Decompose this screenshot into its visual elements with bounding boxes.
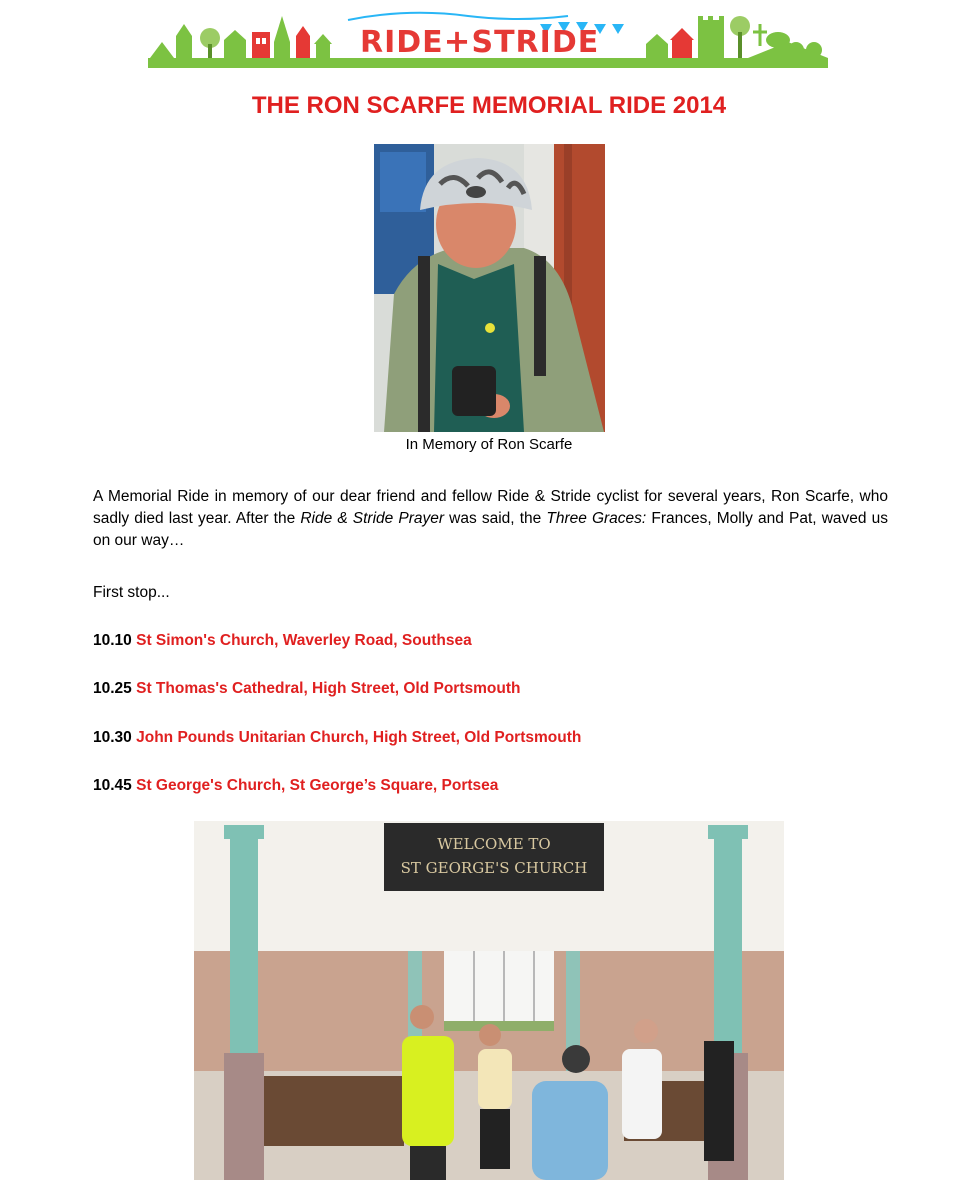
intro-text-c: Frances, Molly and Pat, waved us on our way…: [93, 510, 888, 549]
banner-word-ride: RIDE: [360, 25, 444, 60]
stop-item: [93, 632, 472, 650]
banner-plus: +: [443, 22, 472, 60]
stop-time: 10.30: [93, 729, 132, 746]
first-stop-label: First stop...: [93, 584, 170, 601]
intro-paragraph: [93, 486, 888, 552]
stop-item: [93, 777, 498, 795]
intro-italic-graces: Three Graces:: [546, 510, 647, 527]
photo-caption: In Memory of Ron Scarfe: [405, 436, 573, 453]
stop-time: 10.25: [93, 680, 132, 697]
stop-item: [93, 729, 581, 747]
banner-word-stride: STRIDE: [471, 25, 600, 60]
stop-time: 10.45: [93, 777, 132, 794]
ride-stride-banner: [148, 6, 828, 72]
stop-place: St Simon's Church, Waverley Road, Southsea: [136, 632, 472, 649]
stop-place: St Thomas's Cathedral, High Street, Old Portsmouth: [136, 680, 521, 697]
banner-wordmark: [360, 22, 599, 60]
intro-italic-prayer: Ride & Stride Prayer: [300, 510, 445, 527]
page-title: THE RON SCARFE MEMORIAL RIDE 2014: [251, 92, 727, 119]
stop-item: [93, 680, 520, 698]
stop-place: John Pounds Unitarian Church, High Street, Old Portsmouth: [136, 729, 582, 746]
stop-place: St George's Church, St George’s Square, Portsea: [136, 777, 499, 794]
intro-text-a: A Memorial Ride in memory of our dear friend and fellow Ride & Stride cyclist for several years, Ron Scarfe, who sadly died last year. After the: [93, 488, 888, 527]
sign-line-2: ST GEORGE'S CHURCH: [400, 859, 588, 877]
stop-time: 10.10: [93, 632, 132, 649]
intro-text-b: was said, the: [444, 510, 547, 527]
sign-line-1: WELCOME TO: [437, 835, 551, 853]
ron-scarfe-photo: [374, 144, 605, 432]
st-georges-church-photo: [194, 821, 784, 1180]
